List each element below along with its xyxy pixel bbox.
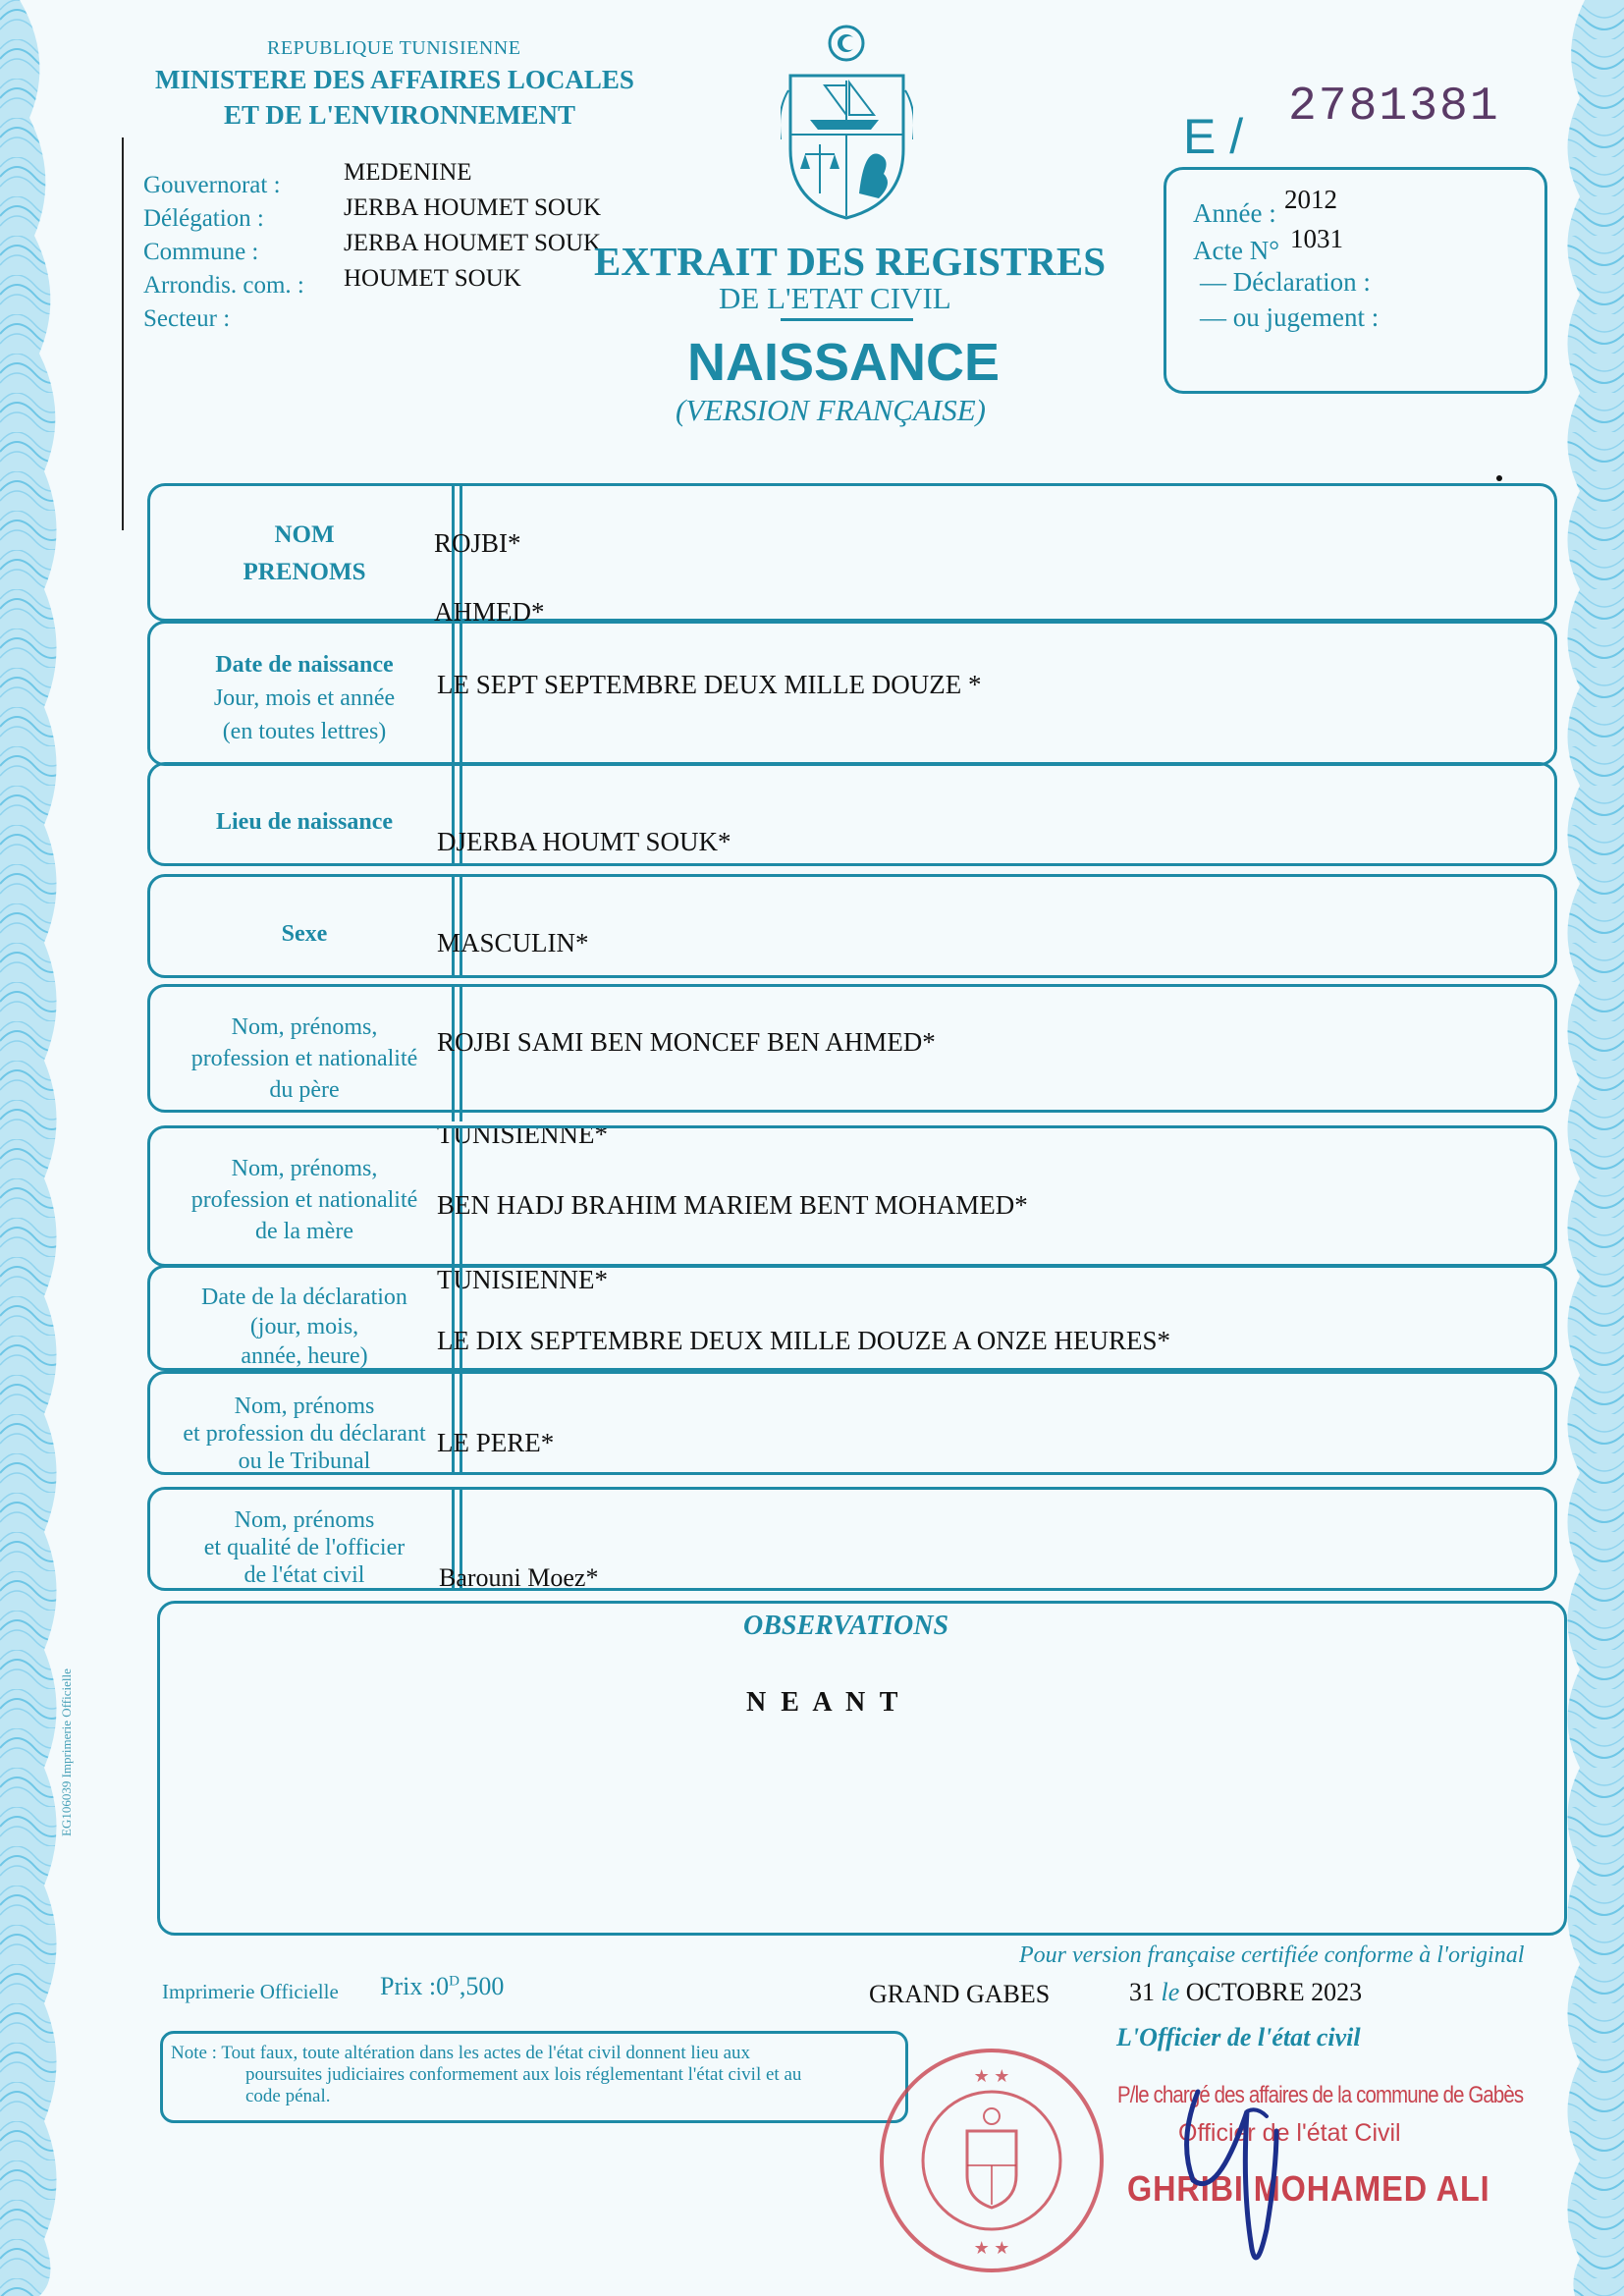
stamp-line-1: P/le chargé des affaires de la commune de Gabès (1117, 2082, 1524, 2108)
label-secteur: Secteur : (143, 305, 231, 332)
date-naissance-value: LE SEPT SEPTEMBRE DEUX MILLE DOUZE * (437, 670, 982, 699)
date-naissance-label (157, 648, 452, 748)
label-delegation: Délégation : (143, 205, 264, 232)
officier-value: Barouni Moez* (439, 1563, 599, 1592)
sexe-label: Sexe (281, 921, 328, 947)
serial-number: 2781381 (1288, 81, 1500, 134)
mere-value: BEN HADJ BRAHIM MARIEM BENT MOHAMED* (437, 1190, 1028, 1220)
country-name: REPUBLIQUE TUNISIENNE (267, 37, 521, 59)
print-code: EG106039 Imprimerie Officielle (59, 1668, 74, 1836)
declarant-label (157, 1393, 452, 1475)
declaration-label-1: Date de la déclaration (201, 1285, 407, 1310)
ink-dot (1496, 475, 1502, 481)
note-text-3: code pénal. (245, 2086, 331, 2106)
officier-title: L'Officier de l'état civil (1116, 2023, 1361, 2051)
right-guilloche-border (1545, 0, 1624, 2296)
left-guilloche-border (0, 0, 69, 2296)
pere-label (157, 1011, 452, 1106)
pere-nationalite: TUNISIENNE* (437, 1120, 608, 1149)
officier-label-2: et qualité de l'officier (203, 1535, 406, 1560)
jugement-label: ou jugement : (1232, 302, 1380, 332)
acte-value: 1031 (1290, 224, 1343, 253)
serial-prefix: E / (1183, 109, 1244, 164)
sexe-value: MASCULIN* (437, 928, 589, 957)
lieu-naissance-label: Lieu de naissance (215, 809, 394, 835)
officier-label-3: de l'état civil (244, 1562, 365, 1588)
prenoms-value: AHMED* (434, 597, 545, 627)
margin-rule (122, 137, 124, 530)
stamp-line-2: Officier de l'état Civil (1178, 2119, 1401, 2147)
svg-text:★ ★: ★ ★ (973, 2238, 1010, 2258)
nom-prenoms-label (157, 517, 452, 591)
document-title-line-1: EXTRAIT DES REGISTRES (594, 239, 1107, 284)
value-commune: JERBA HOUMET SOUK (344, 230, 602, 256)
row-divider (452, 874, 462, 976)
naissance-label-2: Jour, mois et année (213, 685, 396, 711)
official-round-seal (874, 2043, 1110, 2278)
label-arrondissement: Arrondis. com. : (143, 272, 304, 299)
issue-month-year: OCTOBRE 2023 (1185, 1978, 1363, 2006)
location-values (344, 155, 601, 297)
naissance-label-1: Date de naissance (215, 652, 394, 678)
imprimerie-label: Imprimerie Officielle (162, 1980, 339, 2003)
mere-label-3: de la mère (255, 1219, 353, 1244)
observations-title: OBSERVATIONS (743, 1611, 949, 1641)
label-commune: Commune : (143, 239, 259, 265)
value-delegation: JERBA HOUMET SOUK (344, 194, 602, 221)
observations-text: N E A N T (746, 1687, 902, 1718)
stamp-name: GHRIBI MOHAMED ALI (1127, 2168, 1490, 2209)
pere-label-1: Nom, prénoms, (231, 1014, 378, 1040)
price-currency: D (449, 1973, 460, 1990)
jugement-line: — ou jugement : (1200, 302, 1380, 332)
title-divider (781, 318, 913, 321)
lieu-naissance-value: DJERBA HOUMT SOUK* (437, 827, 731, 856)
location-labels (143, 169, 304, 336)
pere-label-2: profession et nationalité (190, 1046, 418, 1071)
label-gouvernorat: Gouvernorat : (143, 172, 281, 198)
coat-of-arms-emblem (781, 22, 913, 223)
mere-label-2: profession et nationalité (190, 1187, 418, 1213)
price (380, 1972, 504, 2001)
annee-label: Année : (1193, 198, 1276, 228)
annee-value: 2012 (1284, 185, 1337, 214)
document-type: NAISSANCE (687, 333, 1001, 392)
officier-label (157, 1506, 452, 1589)
issue-date (1129, 1978, 1362, 2007)
issue-place: GRAND GABES (869, 1980, 1051, 2008)
nom-label: NOM (274, 521, 335, 548)
version-note: (VERSION FRANÇAISE) (676, 393, 986, 427)
certification-text: Pour version française certifiée conforme à l'original (1019, 1942, 1525, 1968)
note-text-1: Tout faux, toute altération dans les actes de l'état civil donnent lieu aux (221, 2043, 751, 2063)
declaration-label-2: (jour, mois, (249, 1314, 359, 1339)
svg-text:★ ★: ★ ★ (973, 2066, 1010, 2086)
mere-label-1: Nom, prénoms, (231, 1156, 378, 1181)
nom-value: ROJBI* (434, 528, 521, 558)
mere-label (157, 1153, 452, 1247)
pere-label-3: du père (269, 1077, 340, 1103)
declarant-label-2: et profession du déclarant (183, 1421, 426, 1447)
declarant-label-1: Nom, prénoms (234, 1394, 375, 1419)
declarant-value: LE PERE* (437, 1428, 555, 1457)
price-label: Prix : (380, 1972, 437, 2000)
observations-box (157, 1601, 1567, 1936)
declarant-label-3: ou le Tribunal (238, 1449, 371, 1474)
note-text (171, 2043, 907, 2107)
issue-day: 31 (1129, 1978, 1155, 2006)
declaration-label: Déclaration : (1232, 267, 1371, 297)
price-main: 0 (436, 1972, 450, 2000)
mere-nationalite: TUNISIENNE* (437, 1265, 608, 1294)
date-declaration-label (157, 1283, 452, 1371)
note-text-2: poursuites judiciaires conformement aux lois réglementant l'état civil et au (245, 2064, 802, 2085)
declaration-line: — Déclaration : (1200, 267, 1371, 297)
ministry-line-2: ET DE L'ENVIRONNEMENT (224, 100, 576, 130)
ministry-line-1: MINISTERE DES AFFAIRES LOCALES (155, 65, 634, 94)
issue-le: le (1161, 1978, 1180, 2006)
note-label: Note : (171, 2043, 217, 2063)
officer-signature (1159, 2052, 1335, 2278)
officier-label-1: Nom, prénoms (234, 1507, 375, 1533)
document-title-line-2: DE L'ETAT CIVIL (719, 281, 951, 315)
naissance-label-3: (en toutes lettres) (222, 719, 387, 744)
value-arrondissement: HOUMET SOUK (344, 265, 521, 292)
acte-label: Acte N° (1193, 236, 1280, 265)
prenoms-label: PRENOMS (243, 559, 366, 585)
declaration-label-3: année, heure) (241, 1343, 368, 1369)
date-declaration-value: LE DIX SEPTEMBRE DEUX MILLE DOUZE A ONZE HEURES* (437, 1326, 1170, 1355)
pere-value: ROJBI SAMI BEN MONCEF BEN AHMED* (437, 1027, 936, 1057)
price-decimals: ,500 (459, 1972, 505, 2000)
value-gouvernorat: MEDENINE (344, 159, 472, 186)
